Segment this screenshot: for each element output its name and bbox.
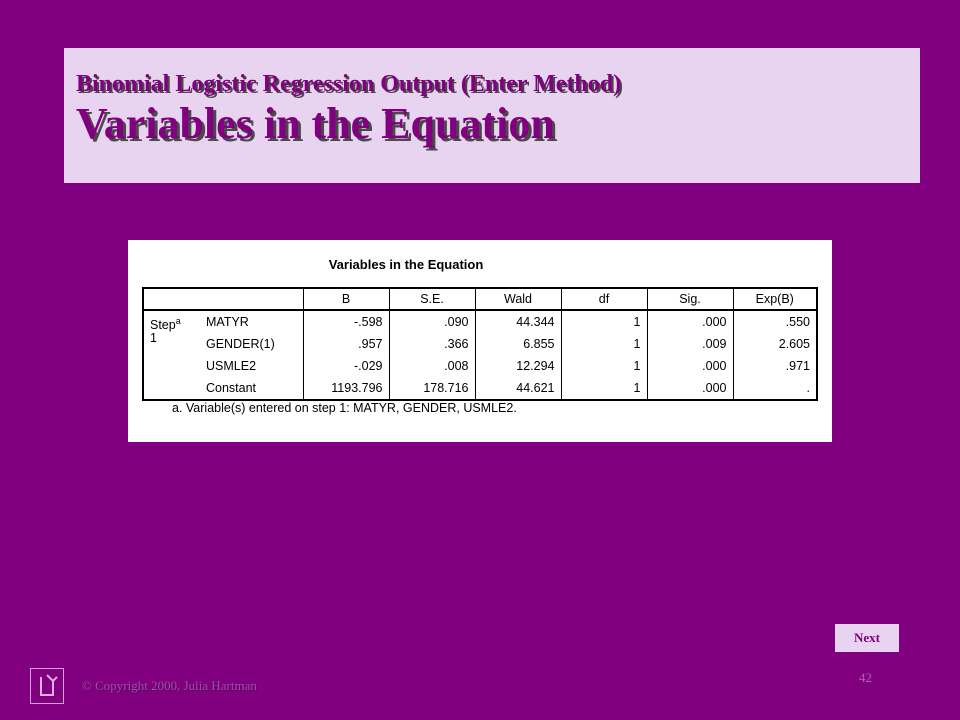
slide-title: Variables in the Equation (76, 99, 555, 148)
cell-sig: .000 (647, 378, 733, 401)
cell-df: 1 (561, 378, 647, 401)
var-label: GENDER(1) (206, 337, 275, 351)
next-button[interactable]: Next (835, 624, 899, 652)
page-number: 42 (859, 670, 872, 685)
table-title: Variables in the Equation (328, 257, 484, 272)
cell-se: .366 (389, 333, 475, 356)
cell-wald: 6.855 (475, 333, 561, 356)
step-superscript: a (175, 316, 181, 326)
cell-expb: .971 (733, 355, 817, 378)
cell-df: 1 (561, 355, 647, 378)
cell-expb: 2.605 (733, 333, 817, 356)
variables-table (142, 287, 818, 401)
cell-se: .008 (389, 355, 475, 378)
header-sig: Sig. (647, 288, 733, 310)
header-se: S.E. (389, 288, 475, 310)
step-label: Step (150, 318, 176, 333)
title-box (64, 48, 920, 183)
cell-b: .957 (303, 333, 389, 356)
copyright-text: © Copyright 2000, Julia Hartman (82, 678, 257, 693)
cell-wald: 12.294 (475, 355, 561, 378)
cell-sig: .009 (647, 333, 733, 356)
table-header-row (143, 288, 817, 310)
slide-subtitle: Binomial Logistic Regression Output (Enter Method) (76, 71, 622, 97)
var-label: Constant (206, 381, 257, 395)
var-label: MATYR (206, 315, 249, 329)
cell-sig: .000 (647, 355, 733, 378)
cell-se: 178.716 (389, 378, 475, 401)
header-wald: Wald (475, 288, 561, 310)
header-b: B (303, 288, 389, 310)
header-blank (143, 288, 303, 310)
spss-output-panel (128, 240, 832, 442)
cell-expb: . (733, 378, 817, 401)
cell-expb: .550 (733, 310, 817, 333)
cell-b: -.029 (303, 355, 389, 378)
cell-b: 1193.796 (303, 378, 389, 401)
cell-sig: .000 (647, 310, 733, 333)
step-cell (143, 310, 303, 400)
cell-se: .090 (389, 310, 475, 333)
cell-wald: 44.621 (475, 378, 561, 401)
table-footnote: a. Variable(s) entered on step 1: MATYR, GENDER, USMLE2. (172, 401, 517, 415)
cell-df: 1 (561, 310, 647, 333)
step-number: 1 (150, 331, 157, 346)
table-row (143, 310, 817, 333)
cell-df: 1 (561, 333, 647, 356)
header-expb: Exp(B) (733, 288, 817, 310)
header-df: df (561, 288, 647, 310)
var-label: USMLE2 (206, 359, 257, 373)
cell-b: -.598 (303, 310, 389, 333)
return-home-icon[interactable] (30, 668, 64, 704)
cell-wald: 44.344 (475, 310, 561, 333)
